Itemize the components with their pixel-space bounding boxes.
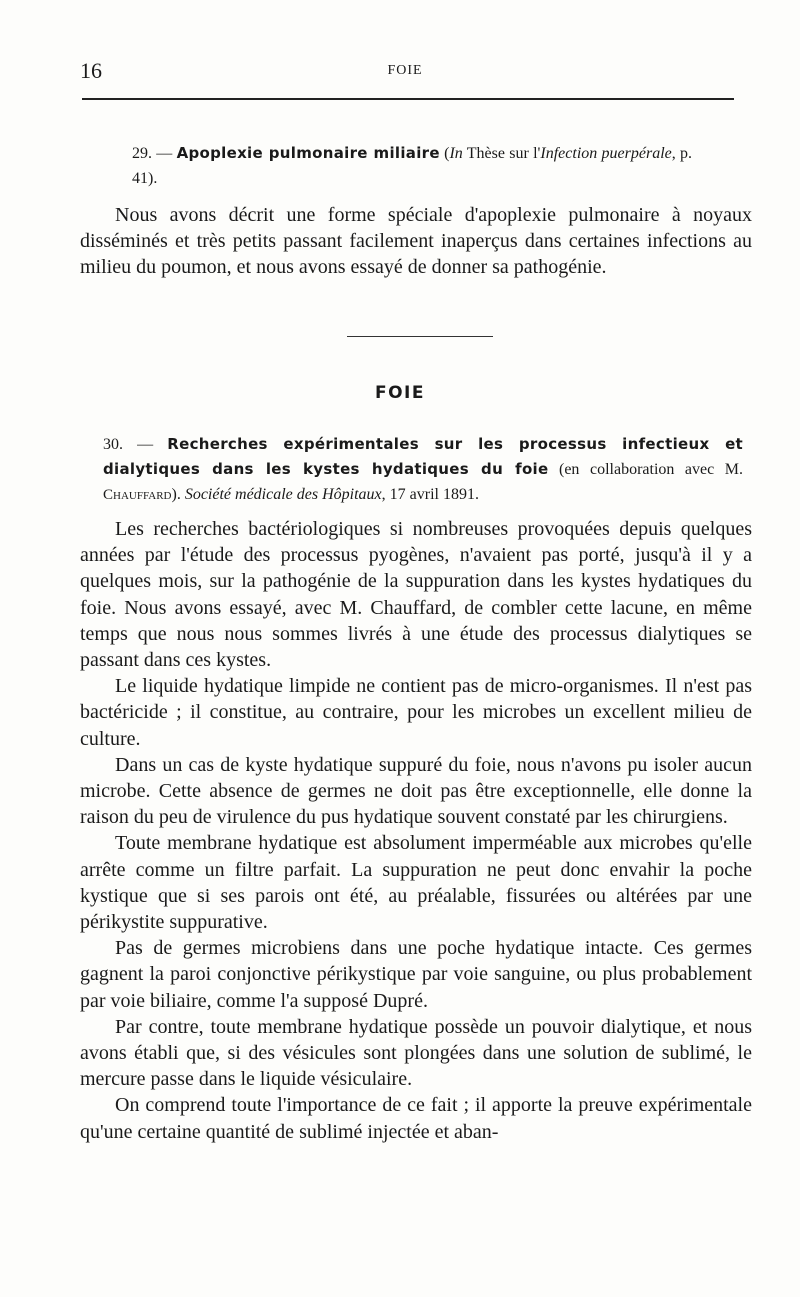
entry-30-paragraph: Par contre, toute membrane hydatique possède un pouvoir dialytique, et nous avons établi que, si des vésicules sont plongées dans une solution de sublimé, le mercure passe dans le liquide vésiculaire. xyxy=(80,1015,752,1091)
page-header xyxy=(80,58,730,88)
entry-29-source-work: Infection puerpérale xyxy=(540,145,672,162)
entry-30-collab-name: Chauffard xyxy=(103,487,172,503)
entry-29-body xyxy=(80,202,752,281)
entry-30-journal: Société médicale des Hôpitaux xyxy=(184,486,382,503)
entry-29-source-page: , p. 41). xyxy=(132,145,693,187)
entry-30-date: , 17 avril 1891. xyxy=(381,486,479,503)
entry-30-paragraph: Les recherches bactériologiques si nombreuses provoquées depuis quelques années par l'étude des processus pyogènes, n'avaient pas porté, jusqu'à il y a quelques mois, sur la pathogénie de la suppuration dans les kystes hydatiques du foie. Nous avons essayé, avec M. Chauffard, de combler cette lacune, en même temps que nous nous sommes livrés à une étude des processus dialytiques se passant dans ces kystes. xyxy=(80,518,752,672)
section-title: FOIE xyxy=(374,383,425,403)
header-rule xyxy=(82,98,734,100)
section-divider xyxy=(347,336,493,337)
entry-29-heading xyxy=(132,141,692,191)
page-number: 16 xyxy=(80,58,102,83)
entry-29-number: 29. — xyxy=(132,145,173,162)
entry-29-source-these: Thèse sur xyxy=(462,145,534,162)
entry-30-paragraph: Dans un cas de kyste hydatique suppuré du foie, nous n'avons pu isoler aucun microbe. Cette absence de germes ne doit pas être exceptionnelle, elle donne la raison du peu de virulence du pus hydatique souvent constaté par les chirurgiens. xyxy=(80,753,752,829)
entry-30-paragraph: Toute membrane hydatique est absolument imperméable aux microbes qu'elle arrête comme un filtre parfait. La suppuration ne peut donc envahir la poche kystique que si ses parois ont été, au préalable, fissurées ou altérées par une périkystite suppurative. xyxy=(80,832,752,934)
entry-29-source-in: In xyxy=(449,145,463,162)
entry-30-number: 30. — xyxy=(103,436,154,453)
entry-29-title: Apoplexie pulmonaire miliaire xyxy=(176,144,440,162)
entry-30-paragraph: Pas de germes microbiens dans une poche hydatique intacte. Ces germes gagnent la paroi conjonctive périkystique par voie sanguine, ou plus probablement par voie biliaire, comme l'a supposé Dupré. xyxy=(80,937,752,1012)
entry-29-source-open: ( xyxy=(444,145,450,162)
entry-30-heading xyxy=(103,432,743,508)
entry-30-body xyxy=(80,516,752,1145)
entry-30-paragraph: Le liquide hydatique limpide ne contient pas de micro-organismes. Il n'est pas bactéricide ; il constitue, au contraire, pour les microbes un excellent milieu de culture. xyxy=(80,675,752,750)
entry-30-collab-close: ). xyxy=(171,486,185,503)
entry-30-paragraph: On comprend toute l'importance de ce fait ; il apporte la preuve expérimentale qu'une certaine quantité de sublimé injectée et aban- xyxy=(80,1094,752,1143)
entry-30-title: Recherches expérimentales sur les processus infectieux et dialytiques dans les kystes hydatiques du foie xyxy=(103,435,744,478)
entry-30-collab: (en collaboration avec M. xyxy=(548,461,743,478)
entry-29-paragraph: Nous avons décrit une forme spéciale d'apoplexie pulmonaire à noyaux disséminés et très petits passant facilement inaperçus dans certaines infections au milieu du poumon, et nous avons essayé de donner sa pathogénie. xyxy=(80,204,752,279)
running-head: FOIE xyxy=(387,63,423,78)
entry-29-source-article: l' xyxy=(533,145,541,162)
